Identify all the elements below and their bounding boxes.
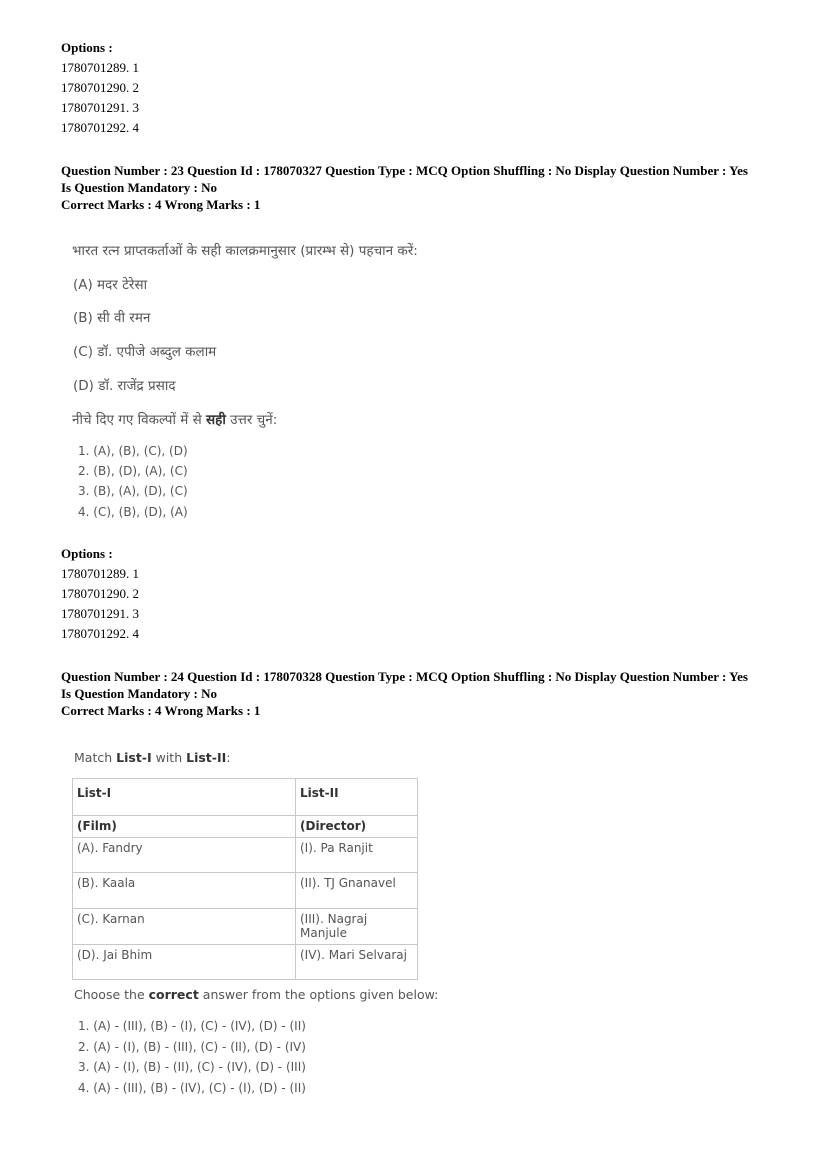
table-row [73, 838, 418, 873]
question-prompt: Match List-I with List-II: [74, 750, 231, 765]
question-instruction: Choose the correct answer from the options given below: [74, 987, 439, 1002]
question-meta-line2: Is Question Mandatory : No [61, 686, 218, 701]
table-cell: (III). Nagraj Manjule [296, 909, 418, 945]
table-cell: (II). TJ Gnanavel [296, 873, 418, 909]
question-marks: Correct Marks : 4 Wrong Marks : 1 [61, 197, 261, 212]
table-header-row [73, 779, 418, 816]
question-item: (D) डॉ. राजेंद्र प्रसाद [73, 378, 176, 394]
answer-choice: 1. (A), (B), (C), (D) [78, 444, 188, 458]
question-meta [61, 162, 781, 213]
match-table [72, 778, 418, 980]
question-meta-line1: Question Number : 23 Question Id : 178070327 Question Type : MCQ Option Shuffling : No Display Question Number : Yes [61, 163, 748, 178]
option-item: 1780701292. 4 [61, 120, 139, 135]
options-label: Options : [61, 546, 113, 561]
answer-choice: 3. (A) - (I), (B) - (II), (C) - (IV), (D) - (III) [78, 1060, 306, 1074]
question-meta-line2: Is Question Mandatory : No [61, 180, 218, 195]
question-meta-line1: Question Number : 24 Question Id : 178070328 Question Type : MCQ Option Shuffling : No Display Question Number : Yes [61, 669, 748, 684]
table-subheader-cell: (Film) [73, 816, 296, 838]
table-row [73, 945, 418, 980]
question-marks: Correct Marks : 4 Wrong Marks : 1 [61, 703, 261, 718]
option-item: 1780701290. 2 [61, 586, 139, 601]
option-item: 1780701289. 1 [61, 60, 139, 75]
question-item: (B) सी वी रमन [73, 310, 151, 326]
option-item: 1780701292. 4 [61, 626, 139, 641]
table-header-cell: List-I [73, 779, 296, 816]
table-cell: (A). Fandry [73, 838, 296, 873]
question-meta [61, 668, 781, 719]
option-item: 1780701289. 1 [61, 566, 139, 581]
answer-choice: 2. (B), (D), (A), (C) [78, 464, 188, 478]
answer-choice: 2. (A) - (I), (B) - (III), (C) - (II), (D) - (IV) [78, 1040, 306, 1054]
table-cell: (D). Jai Bhim [73, 945, 296, 980]
option-item: 1780701291. 3 [61, 606, 139, 621]
options-label: Options : [61, 40, 113, 55]
table-cell: (I). Pa Ranjit [296, 838, 418, 873]
table-header-cell: List-II [296, 779, 418, 816]
answer-choice: 3. (B), (A), (D), (C) [78, 484, 188, 498]
table-cell: (IV). Mari Selvaraj [296, 945, 418, 980]
question-item: (C) डॉ. एपीजे अब्दुल कलाम [73, 344, 217, 360]
table-row [73, 909, 418, 945]
option-item: 1780701291. 3 [61, 100, 139, 115]
option-item: 1780701290. 2 [61, 80, 139, 95]
table-subheader-row [73, 816, 418, 838]
answer-choice: 4. (C), (B), (D), (A) [78, 505, 188, 519]
table-subheader-cell: (Director) [296, 816, 418, 838]
table-row [73, 873, 418, 909]
question-instruction: नीचे दिए गए विकल्पों में से सही उत्तर चुनें: [72, 412, 278, 428]
question-item: (A) मदर टेरेसा [73, 277, 148, 293]
answer-choice: 1. (A) - (III), (B) - (I), (C) - (IV), (D) - (II) [78, 1019, 306, 1033]
question-text: भारत रत्न प्राप्तकर्ताओं के सही कालक्रमानुसार (प्रारम्भ से) पहचान करें: [72, 243, 418, 259]
table-cell: (B). Kaala [73, 873, 296, 909]
answer-choice: 4. (A) - (III), (B) - (IV), (C) - (I), (D) - (II) [78, 1081, 306, 1095]
table-cell: (C). Karnan [73, 909, 296, 945]
